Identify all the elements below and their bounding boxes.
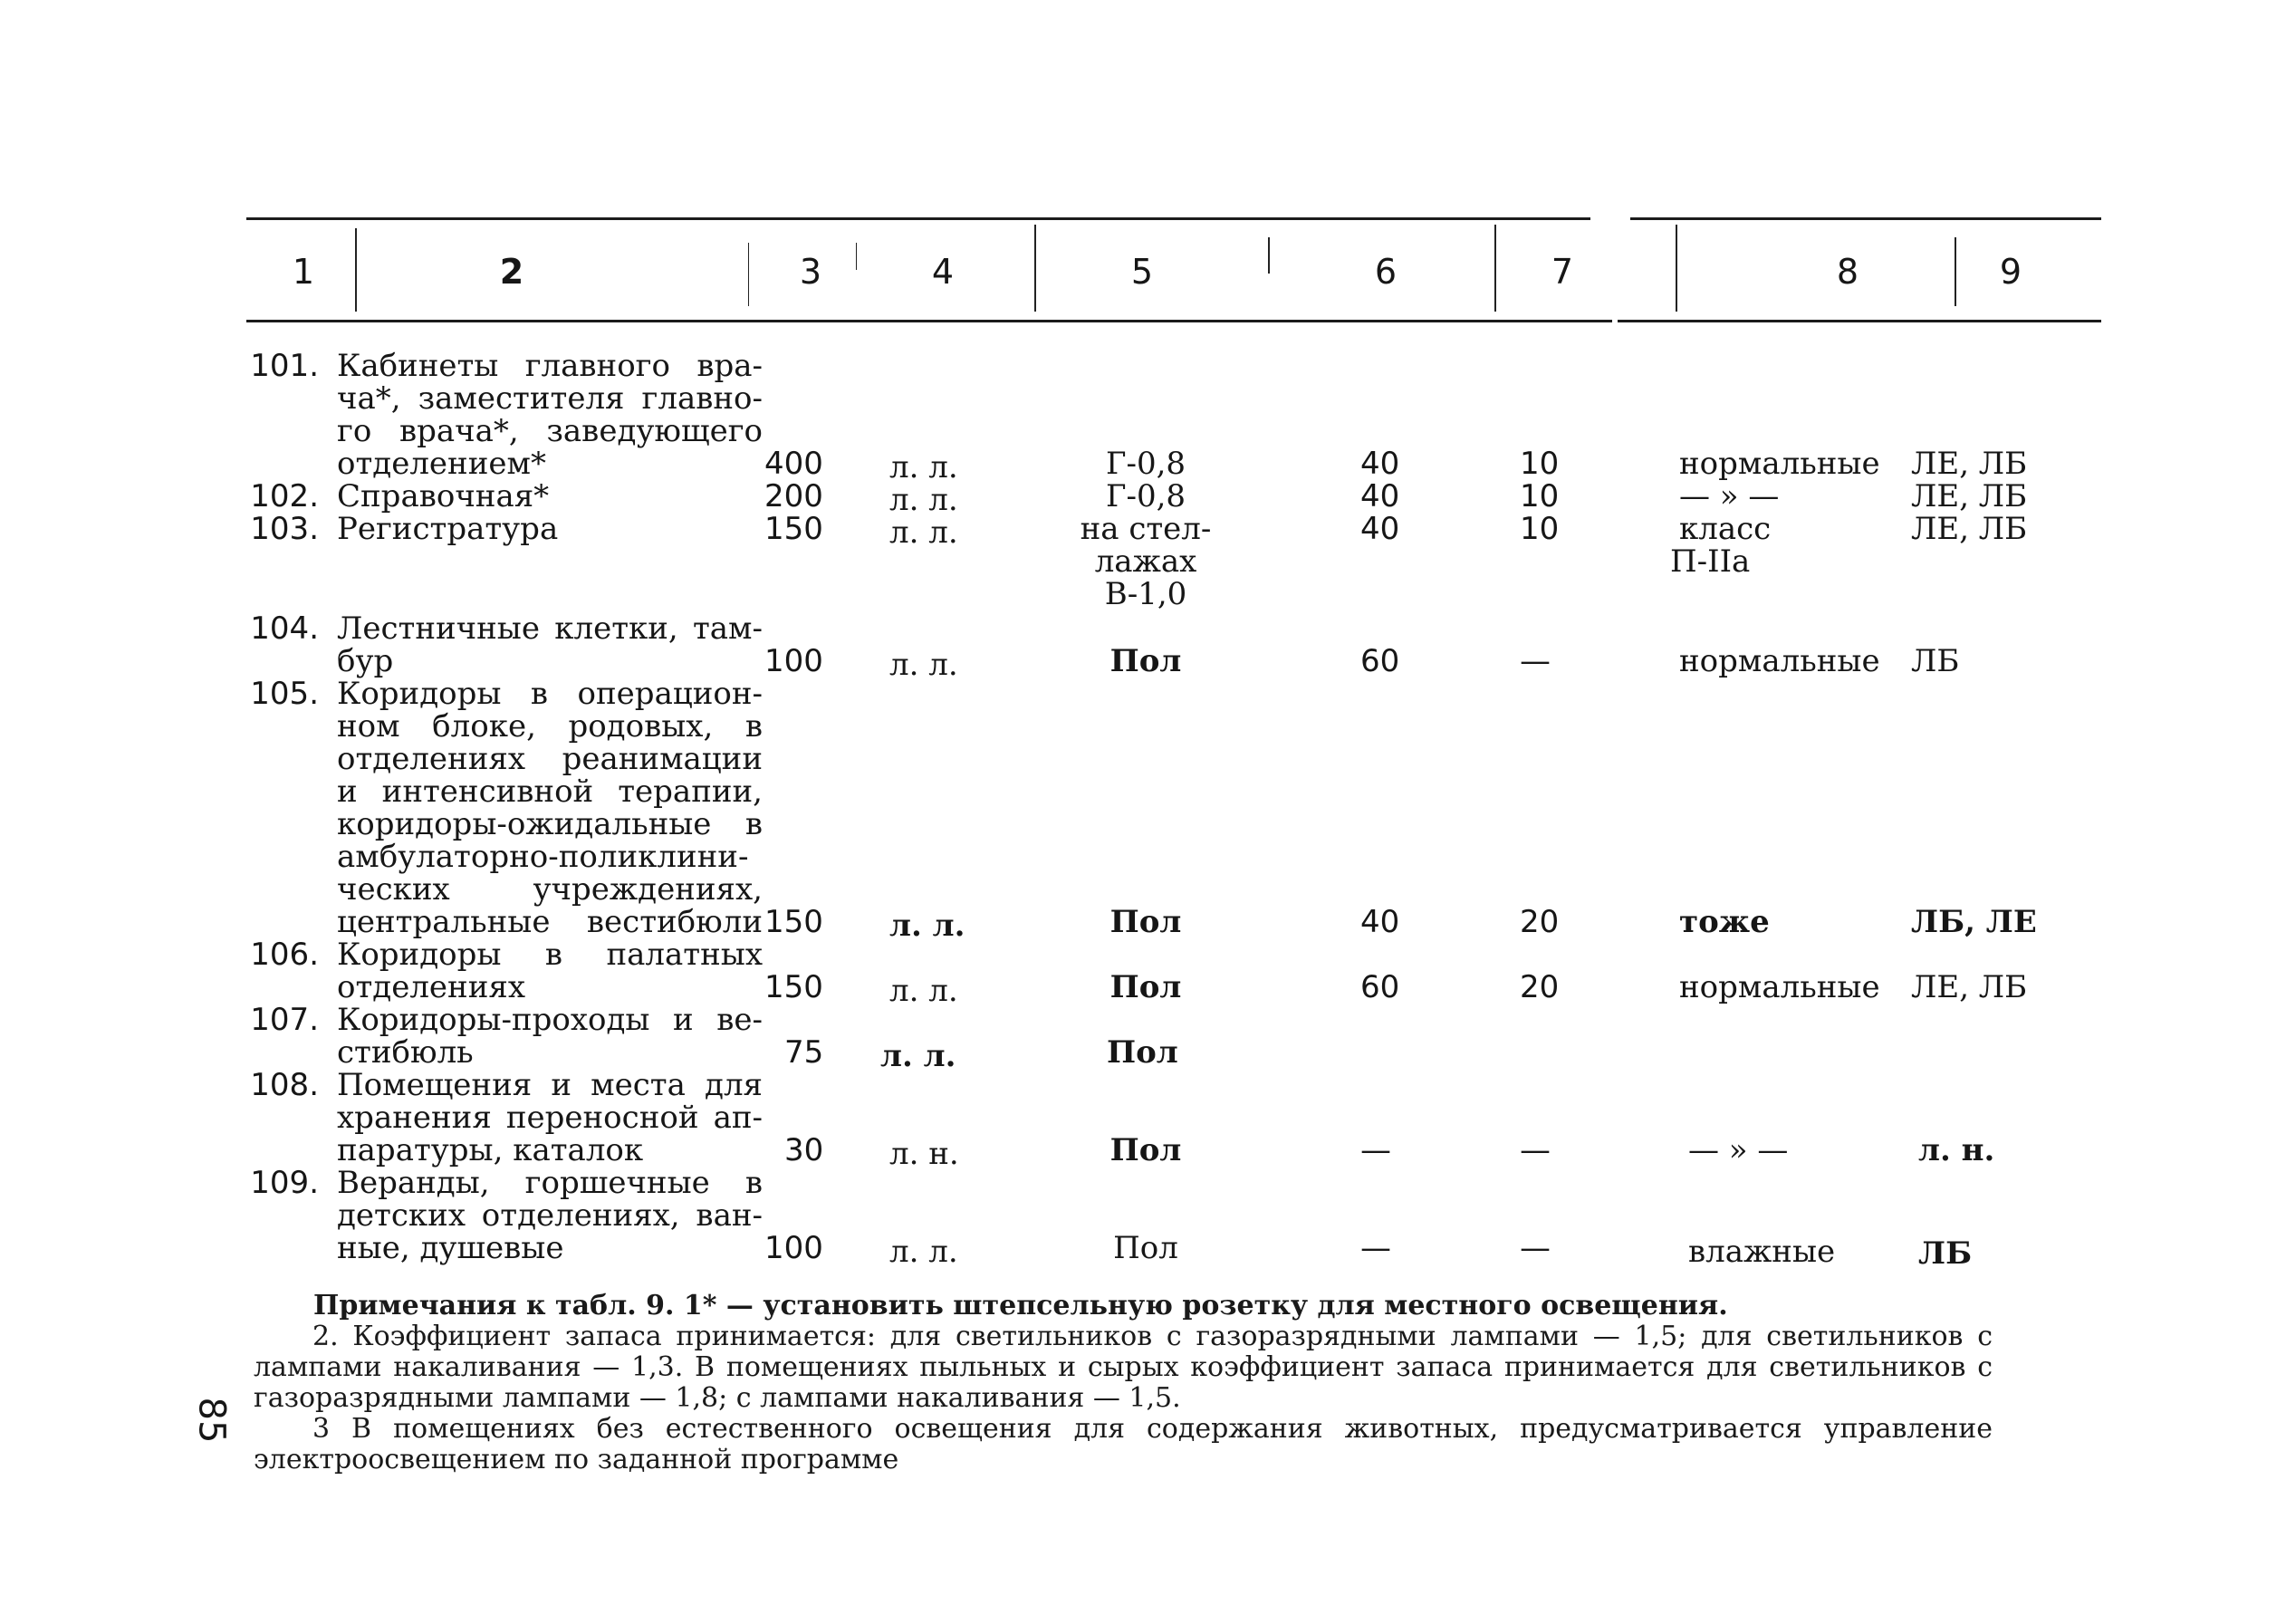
description-line: Коридоры в палатных bbox=[337, 937, 763, 973]
lamp-type: л. л. bbox=[889, 449, 958, 485]
description-line: Кабинеты главного вра- bbox=[337, 348, 763, 384]
lamp-type: л. л. bbox=[889, 908, 965, 944]
description-line: Регистратура bbox=[337, 511, 559, 547]
illuminance-value: 30 bbox=[784, 1132, 824, 1168]
illuminance-value: 150 bbox=[764, 969, 823, 1005]
ripple-coefficient: 20 bbox=[1520, 969, 1560, 1005]
room-description bbox=[337, 513, 763, 545]
row-number: 103. bbox=[250, 511, 319, 547]
recommended-lamps: л. н. bbox=[1918, 1132, 1995, 1168]
column-header-5: 5 bbox=[1130, 252, 1154, 292]
recommended-lamps: ЛЕ, ЛБ bbox=[1911, 478, 2028, 514]
header-bottom-rule-left bbox=[246, 320, 1612, 322]
work-surface: Г-0,8 bbox=[1105, 478, 1186, 514]
illuminance-value: 150 bbox=[764, 511, 823, 547]
illuminance-value: 150 bbox=[764, 904, 823, 940]
lamp-type: л. л. bbox=[889, 973, 958, 1009]
column-header-3: 3 bbox=[799, 252, 822, 292]
ripple-coefficient: 10 bbox=[1520, 446, 1560, 482]
row-number: 107. bbox=[250, 1002, 319, 1038]
room-description bbox=[337, 1004, 763, 1069]
header-top-rule-left bbox=[246, 217, 1590, 220]
environment-class: тоже bbox=[1679, 904, 1770, 940]
description-line: детских отделениях, ван- bbox=[337, 1197, 763, 1234]
glare-index: 40 bbox=[1360, 446, 1400, 482]
lamp-type: л. л. bbox=[889, 514, 958, 551]
description-line: ческих учреждениях, bbox=[337, 871, 763, 908]
description-line: и интенсивной терапии, bbox=[337, 774, 763, 810]
work-surface: В-1,0 bbox=[1104, 576, 1187, 612]
description-line: отделением* bbox=[337, 446, 546, 482]
row-number: 102. bbox=[250, 478, 319, 514]
illuminance-value: 200 bbox=[764, 478, 823, 514]
glare-index: 40 bbox=[1360, 478, 1400, 514]
lamp-type: л. л. bbox=[889, 482, 958, 518]
description-line: бур bbox=[337, 643, 394, 679]
description-line: хранения переносной ап- bbox=[337, 1100, 763, 1136]
work-surface: Пол bbox=[1109, 1132, 1182, 1168]
environment-class: класс bbox=[1679, 511, 1772, 547]
illuminance-value: 100 bbox=[764, 1230, 823, 1266]
description-line: ча*, заместителя главно- bbox=[337, 380, 763, 417]
work-surface: Пол bbox=[1109, 969, 1182, 1005]
room-description bbox=[337, 677, 763, 938]
header-separator bbox=[1676, 225, 1677, 312]
lamp-type: л. л. bbox=[889, 647, 958, 683]
column-header-1: 1 bbox=[292, 252, 315, 292]
column-header-4: 4 bbox=[931, 252, 955, 292]
glare-index: — bbox=[1360, 1132, 1391, 1168]
glare-index: — bbox=[1360, 1230, 1391, 1266]
description-line: Помещения и места для bbox=[337, 1067, 763, 1103]
header-separator bbox=[1494, 225, 1496, 312]
room-description bbox=[337, 350, 763, 480]
illuminance-value: 75 bbox=[784, 1034, 824, 1071]
description-line: ные, душевые bbox=[337, 1230, 564, 1266]
header-separator bbox=[856, 243, 857, 270]
note-2: 2. Коэффициент запаса принимается: для светильников с газоразрядными лампами — 1,5; для светильников с лампами накаливания — 1,3. В помещениях пыльных и сырых коэффициент запаса принимается для светильников с газоразрядными лампами — 1,8; с лампами накаливания — 1,5. bbox=[254, 1321, 1993, 1414]
ripple-coefficient: 20 bbox=[1520, 904, 1560, 940]
description-line: го врача*, заведующего bbox=[337, 413, 763, 449]
column-header-8: 8 bbox=[1836, 252, 1859, 292]
ripple-coefficient: 10 bbox=[1520, 511, 1560, 547]
description-line: коридоры-ожидальные в bbox=[337, 806, 763, 842]
description-line: паратуры, каталок bbox=[337, 1132, 644, 1168]
header-top-rule-right bbox=[1630, 217, 2101, 220]
environment-class: нормальные bbox=[1679, 969, 1880, 1005]
glare-index: 40 bbox=[1360, 511, 1400, 547]
glare-index: 60 bbox=[1360, 969, 1400, 1005]
lamp-type: л. л. bbox=[889, 1234, 958, 1270]
work-surface: Пол bbox=[1113, 1230, 1178, 1266]
work-surface: Пол bbox=[1109, 643, 1182, 679]
environment-class: П-IIа bbox=[1670, 543, 1751, 580]
description-line: Коридоры в операцион- bbox=[337, 676, 763, 712]
column-header-6: 6 bbox=[1374, 252, 1398, 292]
recommended-lamps: ЛБ, ЛЕ bbox=[1911, 904, 2037, 940]
recommended-lamps: ЛБ bbox=[1918, 1235, 1973, 1272]
header-separator bbox=[355, 228, 357, 312]
row-number: 104. bbox=[250, 610, 319, 647]
environment-class: нормальные bbox=[1679, 643, 1880, 679]
column-header-9: 9 bbox=[1999, 252, 2022, 292]
header-separator bbox=[748, 243, 749, 306]
column-header-2: 2 bbox=[499, 252, 524, 292]
recommended-lamps: ЛЕ, ЛБ bbox=[1911, 511, 2028, 547]
recommended-lamps: ЛЕ, ЛБ bbox=[1911, 969, 2028, 1005]
work-surface: лажах bbox=[1094, 543, 1197, 580]
header-separator bbox=[1034, 225, 1036, 312]
illuminance-value: 400 bbox=[764, 446, 823, 482]
room-description bbox=[337, 480, 763, 513]
row-number: 106. bbox=[250, 937, 319, 973]
table-notes bbox=[254, 1291, 1993, 1475]
recommended-lamps: ЛБ bbox=[1911, 643, 1960, 679]
environment-class: влажные bbox=[1688, 1234, 1836, 1270]
lamp-type: л. н. bbox=[889, 1136, 959, 1172]
header-separator bbox=[1955, 237, 1956, 306]
environment-class: — » — bbox=[1679, 478, 1780, 514]
page-number: 85 bbox=[190, 1397, 233, 1444]
description-line: отделениях bbox=[337, 969, 526, 1005]
description-line: Справочная* bbox=[337, 478, 550, 514]
glare-index: 40 bbox=[1360, 904, 1400, 940]
work-surface: Г-0,8 bbox=[1105, 446, 1186, 482]
row-number: 101. bbox=[250, 348, 319, 384]
column-header-7: 7 bbox=[1551, 252, 1574, 292]
illuminance-value: 100 bbox=[764, 643, 823, 679]
description-line: ном блоке, родовых, в bbox=[337, 708, 763, 745]
work-surface: Пол bbox=[1107, 1034, 1178, 1071]
header-bottom-rule-right bbox=[1618, 320, 2101, 322]
work-surface: на стел- bbox=[1080, 511, 1212, 547]
description-line: Лестничные клетки, там- bbox=[337, 610, 763, 647]
row-number: 109. bbox=[250, 1165, 319, 1201]
description-line: амбулаторно-поликлини- bbox=[337, 839, 749, 875]
ripple-coefficient: — bbox=[1520, 643, 1551, 679]
description-line: центральные вестибюли bbox=[337, 904, 763, 940]
description-line: стибюль bbox=[337, 1034, 474, 1071]
lamp-type: л. л. bbox=[880, 1038, 956, 1074]
environment-class: нормальные bbox=[1679, 446, 1880, 482]
ripple-coefficient: 10 bbox=[1520, 478, 1560, 514]
header-separator bbox=[1268, 237, 1270, 274]
note-3: 3 В помещениях без естественного освещения для содержания животных, предусматривается управление электроосвещением по заданной программе bbox=[254, 1413, 1993, 1475]
room-description bbox=[337, 612, 763, 677]
ripple-coefficient: — bbox=[1520, 1132, 1551, 1168]
recommended-lamps: ЛЕ, ЛБ bbox=[1911, 446, 2028, 482]
room-description bbox=[337, 1069, 763, 1167]
description-line: Коридоры-проходы и ве- bbox=[337, 1002, 763, 1038]
row-number: 108. bbox=[250, 1067, 319, 1103]
room-description bbox=[337, 1167, 763, 1264]
room-description bbox=[337, 938, 763, 1004]
glare-index: 60 bbox=[1360, 643, 1400, 679]
work-surface: Пол bbox=[1109, 904, 1182, 940]
description-line: отделениях реанимации bbox=[337, 741, 763, 777]
environment-class: — » — bbox=[1688, 1132, 1789, 1168]
description-line: Веранды, горшечные в bbox=[337, 1165, 763, 1201]
row-number: 105. bbox=[250, 676, 319, 712]
ripple-coefficient: — bbox=[1520, 1230, 1551, 1266]
note-1: Примечания к табл. 9. 1* — установить штепсельную розетку для местного освещения. bbox=[313, 1290, 1728, 1321]
